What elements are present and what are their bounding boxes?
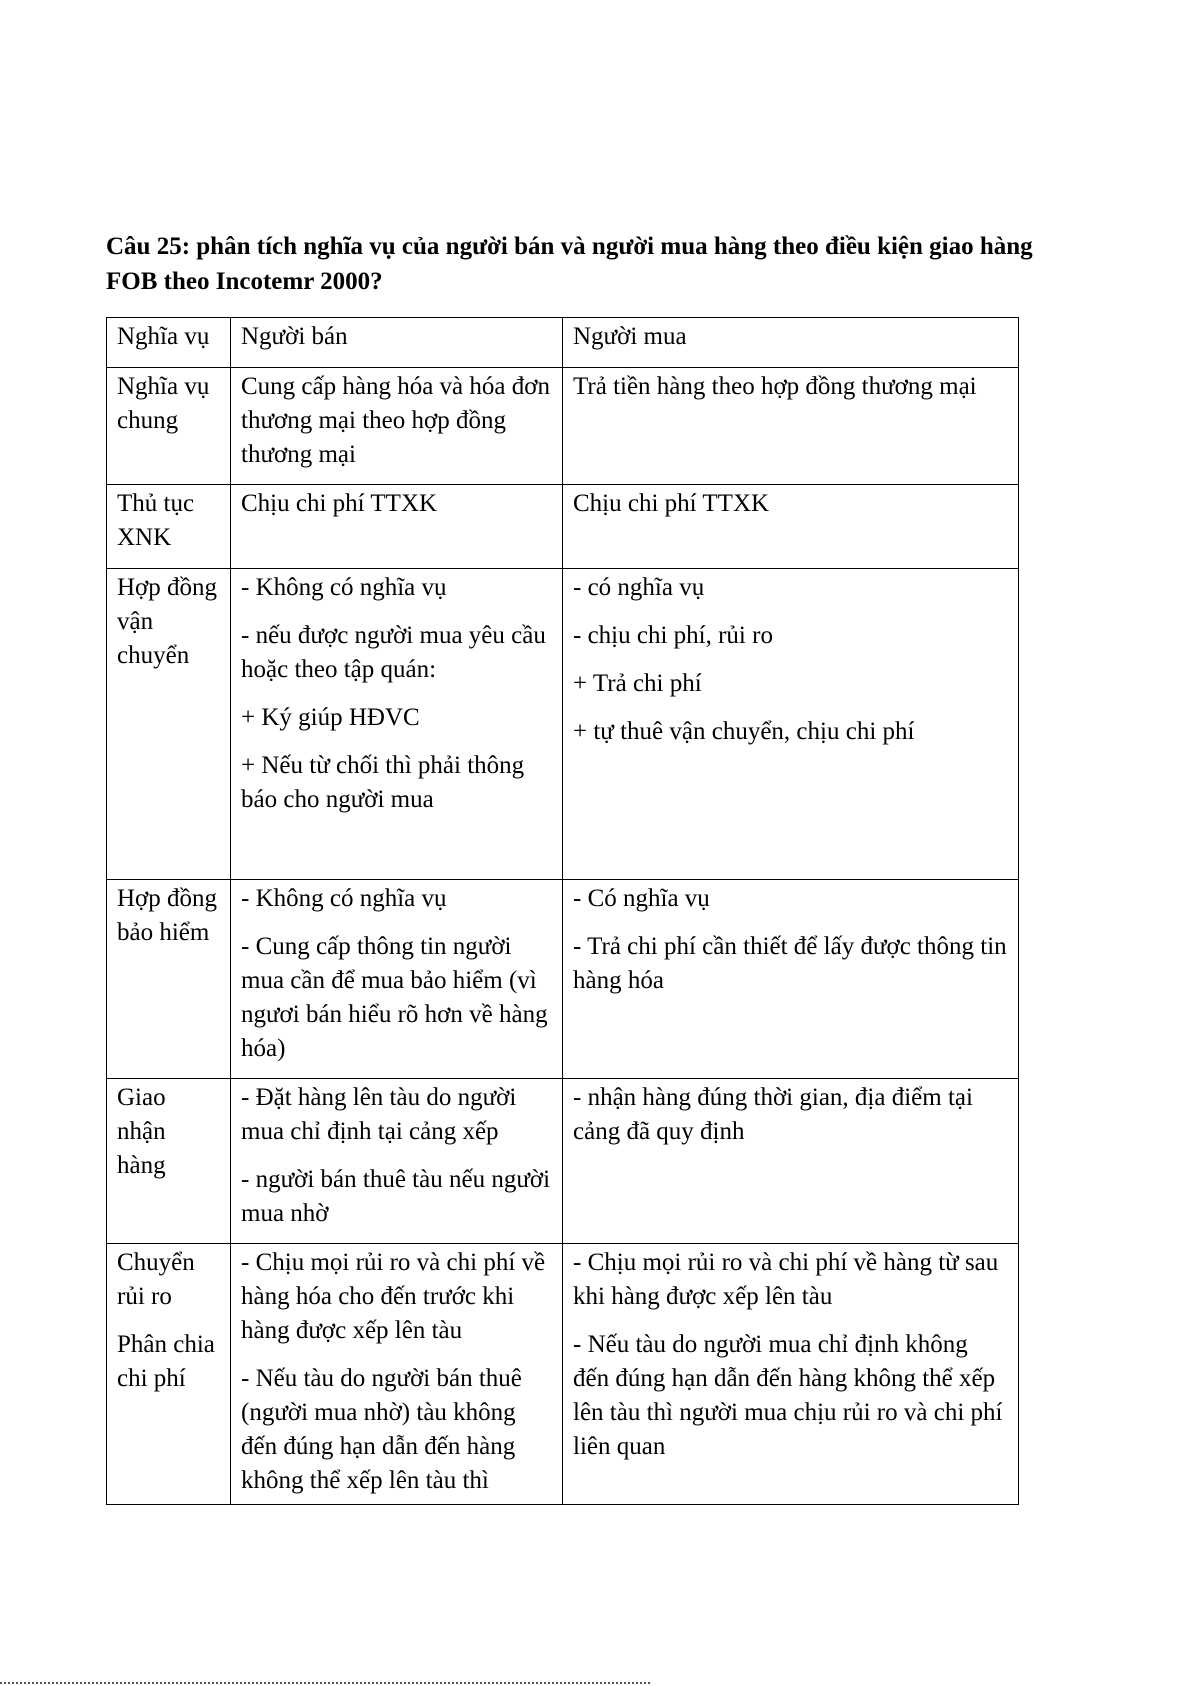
seller-text: - Chịu mọi rủi ro và chi phí về hàng hóa cho đến trước khi hàng được xếp lên tàu <box>241 1249 546 1344</box>
header-cell-seller <box>231 318 563 368</box>
seller-cell <box>231 1079 563 1244</box>
buyer-text: + Trả chi phí <box>573 670 702 697</box>
seller-text: - người bán thuê tàu nếu người mua nhờ <box>241 1166 551 1227</box>
buyer-text: - Trả chi phí cần thiết để lấy được thông tin hàng hóa <box>573 933 1007 994</box>
seller-cell <box>231 485 563 569</box>
table-row-transport-contract <box>107 569 1019 880</box>
buyer-text: - Nếu tàu do người mua chỉ định không đến đúng hạn dẫn đến hàng không thể xếp lên tàu thì người mua chịu rủi ro và chi phí liên quan <box>573 1331 1003 1460</box>
page-bottom-divider <box>0 1682 650 1686</box>
obligation-text: Hợp đồng bảo hiểm <box>117 885 218 946</box>
seller-text: - Nếu tàu do người bán thuê (người mua nhờ) tàu không đến đúng hạn dẫn đến hàng không thể xếp lên tàu thì <box>241 1365 522 1494</box>
obligations-table <box>106 317 1019 1505</box>
header-label: Người bán <box>241 323 348 350</box>
obligation-text: Thủ tục XNK <box>117 490 195 551</box>
buyer-cell <box>563 368 1019 485</box>
buyer-text: Chịu chi phí TTXK <box>573 490 770 517</box>
buyer-text: - có nghĩa vụ <box>573 574 705 601</box>
seller-text: - nếu được người mua yêu cầu hoặc theo tập quán: <box>241 622 546 683</box>
question-heading: Câu 25: phân tích nghĩa vụ của người bán và người mua hàng theo điều kiện giao hàng FOB theo Incotemr 2000? <box>106 233 1033 295</box>
obligation-cell <box>107 1079 231 1244</box>
obligation-cell <box>107 485 231 569</box>
header-label: Nghĩa vụ <box>117 323 210 350</box>
obligation-cell <box>107 368 231 485</box>
buyer-cell <box>563 1079 1019 1244</box>
seller-text: - Cung cấp thông tin người mua cần để mua bảo hiểm (vì ngươi bán hiểu rõ hơn về hàng hóa) <box>241 933 548 1062</box>
buyer-cell <box>563 880 1019 1079</box>
buyer-text: - chịu chi phí, rủi ro <box>573 622 773 649</box>
header-cell-buyer <box>563 318 1019 368</box>
buyer-cell <box>563 1244 1019 1505</box>
seller-text: Chịu chi phí TTXK <box>241 490 438 517</box>
seller-text: - Không có nghĩa vụ <box>241 574 447 601</box>
table-row-general-obligations <box>107 368 1019 485</box>
table-header-row <box>107 318 1019 368</box>
seller-cell <box>231 569 563 880</box>
obligation-cell <box>107 569 231 880</box>
header-label: Người mua <box>573 323 687 350</box>
buyer-text: - Có nghĩa vụ <box>573 885 710 912</box>
buyer-text: - Chịu mọi rủi ro và chi phí về hàng từ sau khi hàng được xếp lên tàu <box>573 1249 999 1310</box>
seller-text: - Đặt hàng lên tàu do người mua chỉ định tại cảng xếp <box>241 1084 517 1145</box>
seller-text: - Không có nghĩa vụ <box>241 885 447 912</box>
buyer-text: + tự thuê vận chuyển, chịu chi phí <box>573 718 915 745</box>
buyer-cell <box>563 485 1019 569</box>
buyer-text: - nhận hàng đúng thời gian, địa điểm tại cảng đã quy định <box>573 1084 973 1145</box>
seller-cell <box>231 368 563 485</box>
table-row-delivery <box>107 1079 1019 1244</box>
table-row-import-export-procedures <box>107 485 1019 569</box>
obligation-cell <box>107 880 231 1079</box>
table-row-insurance-contract <box>107 880 1019 1079</box>
obligation-text: Hợp đồng vận chuyển <box>117 574 218 669</box>
header-cell-obligation <box>107 318 231 368</box>
seller-text: + Ký giúp HĐVC <box>241 704 420 731</box>
obligation-text: Nghĩa vụ chung <box>117 373 210 434</box>
obligation-text: Giao nhận hàng <box>117 1084 166 1179</box>
obligation-text: Chuyển rủi ro <box>117 1249 195 1310</box>
obligation-cell <box>107 1244 231 1505</box>
obligation-text: Phân chia chi phí <box>117 1331 215 1392</box>
table-row-risk-and-costs <box>107 1244 1019 1505</box>
seller-text: + Nếu từ chối thì phải thông báo cho người mua <box>241 752 525 813</box>
seller-text: Cung cấp hàng hóa và hóa đơn thương mại theo hợp đồng thương mại <box>241 373 550 468</box>
buyer-cell <box>563 569 1019 880</box>
buyer-text: Trả tiền hàng theo hợp đồng thương mại <box>573 373 977 400</box>
seller-cell <box>231 1244 563 1505</box>
seller-cell <box>231 880 563 1079</box>
